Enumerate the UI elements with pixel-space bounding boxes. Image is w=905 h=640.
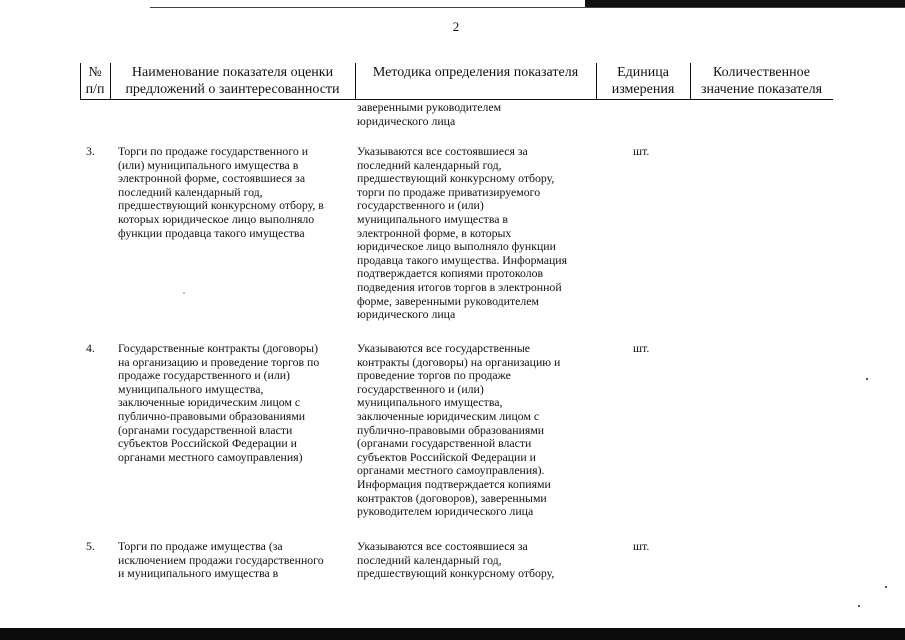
text-line: Торги по продаже государственного и [118,144,309,158]
text-line: электронной форме, в которых [357,225,512,240]
text-line: последний календарный год, [357,157,502,172]
header-col-name-line: Наименование показателя оценки [131,65,334,80]
header-col-name-line: предложений о заинтересованности [125,82,340,97]
text-line: Указываются все государственные [357,341,531,355]
row-indicator-name [118,145,324,240]
header-col-num [80,64,110,98]
text-line: муниципального имущества в [357,211,508,226]
text-line: проведение торгов по продаже [357,368,511,383]
text-line: органами местного самоуправления). [357,463,545,478]
text-line: субъектов Российской Федерации и [357,449,536,464]
text-line: государственного и (или) [357,381,484,396]
row-unit: шт. [633,144,650,158]
header-col-method [355,64,596,81]
row-method [357,342,560,519]
text-line: контрактов (договоров), заверенными [357,490,547,505]
scan-border-top [585,0,905,7]
header-col-unit [596,64,690,98]
text-line: торги по продаже приватизируемого [357,184,541,199]
header-col-num-line: п/п [85,82,105,97]
text-line: продаже государственного и (или) [118,368,290,383]
header-col-method-line: Методика определения показателя [372,65,579,80]
header-col-value-line: значение показателя [700,82,823,97]
text-line: предшествующий конкурсному отбору, [357,566,555,581]
table-header [80,63,833,100]
text-line: предшествующий конкурсному отбору, в [118,198,324,213]
text-line: (органами государственной власти [118,422,293,437]
text-line: Торги по продаже имущества (за [118,539,283,553]
text-line: Указываются все состоявшиеся за [357,144,528,158]
page-number: 2 [452,19,460,34]
row-number: 4. [86,341,95,355]
header-col-value-line: Количественное [713,65,810,80]
row-number: 3. [86,144,95,158]
text-line: электронной форме, состоявшиеся за [118,171,306,186]
text-line: муниципального имущества, [118,381,264,396]
row-method [357,540,554,581]
text-line: предшествующий конкурсному отбору, [357,171,555,186]
scan-speck [885,586,887,588]
text-line: заключенные юридическим лицом с [357,408,540,423]
header-col-num-line: № [88,65,102,80]
text-line: контракты (договоры) на организацию и [357,354,561,369]
text-line: публично-правовыми образованиями [118,408,306,423]
scan-speck [866,378,868,380]
header-col-name [110,64,355,98]
text-line: Государственные контракты (договоры) [118,341,319,355]
text-line: субъектов Российской Федерации и [118,436,297,451]
header-col-unit-line: измерения [611,82,675,97]
text-line: которых юридическое лицо выполняло [118,211,315,226]
text-line: Информация подтверждается копиями [357,476,551,491]
text-line: органами местного самоуправления) [118,449,303,464]
continuation-text [357,101,501,128]
text-line: заверенными руководителем [357,100,502,114]
scan-speck [858,605,860,607]
text-line: форме, заверенными руководителем [357,293,539,308]
header-col-value [690,64,833,98]
text-line: последний календарный год, [118,184,263,199]
text-line: последний календарный год, [357,552,502,567]
text-line: и муниципального имущества в [118,566,279,581]
text-line: публично-правовыми образованиями [357,422,545,437]
row-unit: шт. [633,539,650,553]
text-line: (или) муниципального имущества в [118,157,299,172]
row-indicator-name [118,540,324,581]
text-line: юридическое лицо выполняло функции [357,239,556,254]
text-line: продавца такого имущества. Информация [357,252,568,267]
text-line: Указываются все состоявшиеся за [357,539,528,553]
text-line: юридического лица [357,113,456,128]
text-line: руководителем юридического лица [357,504,534,519]
scan-border-bottom [0,628,905,640]
text-line: юридического лица [357,307,456,322]
text-line: подведения итогов торгов в электронной [357,279,562,294]
text-line: функции продавца такого имущества [118,225,305,240]
scan-speck [183,292,185,294]
row-indicator-name [118,342,319,464]
text-line: муниципального имущества, [357,395,503,410]
text-line: на организацию и проведение торгов по [118,354,320,369]
text-line: государственного и (или) [357,198,484,213]
text-line: подтверждается копиями протоколов [357,266,544,281]
text-line: (органами государственной власти [357,436,532,451]
header-col-unit-line: Единица [617,65,669,80]
row-number: 5. [86,539,95,553]
text-line: исключением продажи государственного [118,552,324,567]
row-unit: шт. [633,341,650,355]
row-method [357,145,567,322]
text-line: заключенные юридическим лицом с [118,395,301,410]
scan-border-top-thin [150,7,905,8]
